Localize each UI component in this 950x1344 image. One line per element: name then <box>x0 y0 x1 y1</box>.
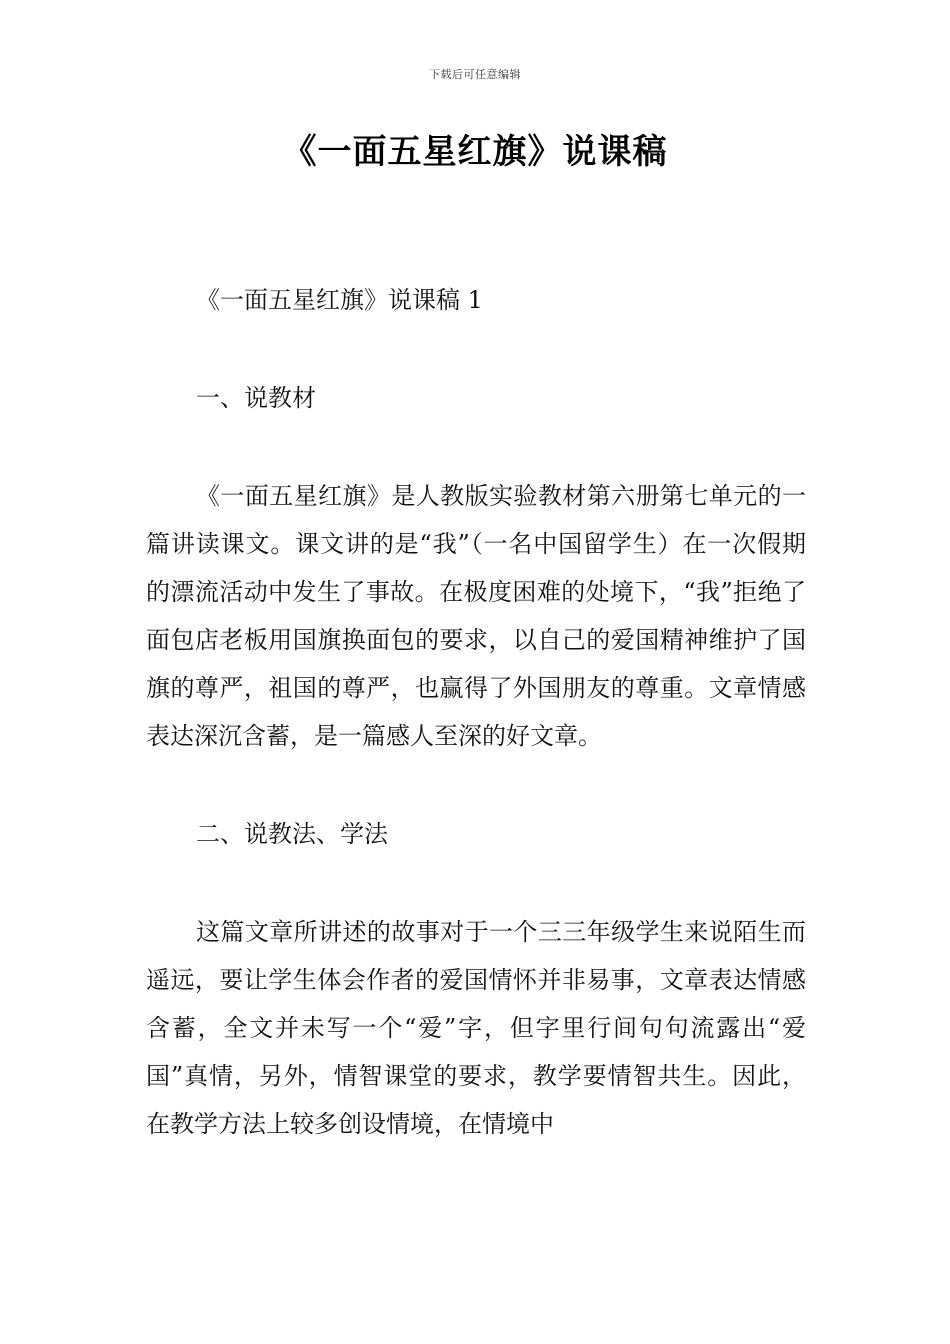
header-note: 下载后可任意编辑 <box>429 68 521 81</box>
spacer <box>146 324 806 374</box>
section-paragraph-teaching-methods: 这篇文章所讲述的故事对于一个三三年级学生来说陌生而遥远，要让学生体会作者的爱国情怀并非易事，文章表达情感含蓄，全文并未写一个“爱”字，但字里行间句句流露出“爱国”真情，另外，情智课堂的要求，教学要情智共生。因此，在教学方法上较多创设情境，在情境中 <box>146 918 806 1138</box>
section-paragraph-teaching-material: 《一面五星红旗》是人教版实验教材第六册第七单元的一篇讲读课文。课文讲的是“我”（一名中国留学生）在一次假期的漂流活动中发生了事故。在极度困难的处境下，“我”拒绝了面包店老板用国旗换面包的要求，以自己的爱国精神维护了国旗的尊严，祖国的尊严，也赢得了外国朋友的尊重。文章情感表达深沉含蓄，是一篇感人至深的好文章。 <box>146 482 806 750</box>
section-heading-teaching-methods: 二、说教法、学法 <box>196 820 388 848</box>
document-title: 《一面五星红旗》说课稿 <box>282 132 668 172</box>
spacer <box>146 858 806 908</box>
document-body <box>146 276 806 1148</box>
spacer <box>146 760 806 810</box>
document-subtitle: 《一面五星红旗》说课稿 1 <box>196 286 483 314</box>
section-heading-teaching-material: 一、说教材 <box>196 384 316 412</box>
spacer <box>146 422 806 472</box>
